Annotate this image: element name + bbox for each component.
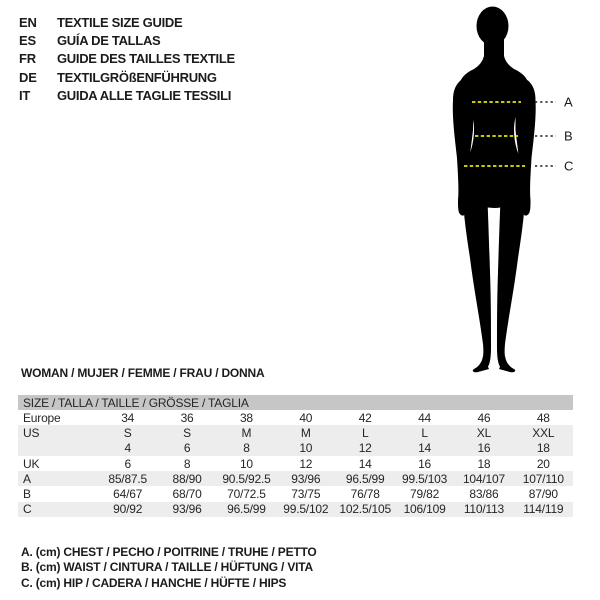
row-label: A (23, 471, 31, 486)
lang-row-es (19, 31, 235, 49)
table-cell: L (421, 425, 428, 440)
lang-row-en (19, 13, 235, 31)
row-label: B (23, 487, 31, 502)
table-cell: XL (476, 425, 492, 440)
table-cell: 36 (180, 410, 194, 425)
marker-label-a: A (564, 94, 573, 110)
table-row-us-numbers (18, 441, 573, 456)
lang-code: DE (19, 69, 37, 85)
table-cell: M (241, 425, 252, 440)
table-cell: 96.5/99 (345, 471, 385, 486)
legend-hip: C. (cm) HIP / CADERA / HANCHE / HÜFTE / HIPS (21, 575, 287, 590)
table-cell: 76/78 (350, 487, 380, 502)
table-cell: 8 (183, 456, 191, 471)
row-label: UK (23, 456, 40, 471)
table-cell: 102.5/105 (339, 502, 391, 517)
table-cell: 64/67 (113, 487, 143, 502)
table-cell: 48 (536, 410, 550, 425)
table-cell: 110/113 (463, 502, 505, 517)
table-cell: S (183, 425, 191, 440)
table-cell: 68/70 (172, 487, 202, 502)
table-cell: 83/86 (469, 487, 499, 502)
table-cell: 87/90 (528, 487, 558, 502)
size-table-header: SIZE / TALLA / TAILLE / GRÖSSE / TAGLIA (18, 395, 573, 410)
lang-row-fr (19, 50, 235, 68)
table-cell: 6 (124, 456, 131, 471)
table-cell: XXL (532, 425, 555, 440)
table-cell: 46 (477, 410, 491, 425)
table-row-us-letters (18, 425, 573, 440)
table-cell: 107/110 (522, 471, 564, 486)
guide-title: TEXTILGRÖßENFÜHRUNG (57, 69, 217, 85)
table-row-chest (18, 471, 573, 486)
guide-title: GUÍA DE TALLAS (57, 32, 161, 48)
size-table (18, 395, 573, 517)
table-cell: 85/87.5 (108, 471, 147, 486)
table-cell: 16 (418, 456, 432, 471)
table-cell: 12 (299, 456, 313, 471)
table-row-uk (18, 456, 573, 471)
guide-title: TEXTILE SIZE GUIDE (57, 14, 183, 30)
table-cell: 34 (121, 410, 135, 425)
table-cell: M (300, 425, 311, 440)
table-cell: 70/72.5 (227, 487, 266, 502)
table-cell: 18 (477, 456, 491, 471)
lang-row-de (19, 68, 235, 86)
section-title: WOMAN / MUJER / FEMME / FRAU / DONNA (21, 366, 265, 380)
table-cell: 99.5/103 (402, 471, 448, 486)
table-cell: S (123, 425, 132, 440)
table-cell: 99.5/102 (283, 502, 329, 517)
table-cell: 93/96 (291, 471, 321, 486)
legend-chest: A. (cm) CHEST / PECHO / POITRINE / TRUHE / PETTO (21, 545, 317, 559)
table-cell: 114/119 (523, 502, 564, 517)
table-cell: 44 (418, 410, 432, 425)
guide-title: GUIDA ALLE TAGLIE TESSILI (57, 87, 232, 103)
table-cell: 6 (183, 441, 191, 456)
table-row-waist (18, 486, 573, 501)
table-cell: 12 (358, 441, 372, 456)
table-cell: 79/82 (410, 487, 440, 502)
table-cell: 93/96 (172, 502, 202, 517)
table-cell: 4 (124, 441, 131, 456)
lang-row-it (19, 86, 235, 104)
table-cell: 14 (358, 456, 372, 471)
lang-code: EN (19, 14, 37, 30)
table-cell: 90/92 (113, 502, 143, 517)
table-cell: 20 (536, 456, 550, 471)
table-cell: 16 (477, 441, 491, 456)
table-cell: 104/107 (462, 471, 505, 486)
table-row-europe (18, 410, 573, 425)
table-cell: 40 (299, 410, 313, 425)
row-label: C (23, 502, 32, 517)
table-cell: 38 (239, 410, 253, 425)
table-cell: 73/75 (291, 487, 321, 502)
body-measurement-figure (430, 0, 600, 380)
table-cell: 88/90 (172, 471, 202, 486)
lang-code: ES (19, 32, 36, 48)
table-cell: 18 (536, 441, 550, 456)
table-cell: 90.5/92.5 (222, 471, 271, 486)
table-row-hip (18, 502, 573, 517)
marker-label-b: B (564, 128, 573, 144)
woman-silhouette-icon (430, 0, 600, 380)
table-cell: 14 (418, 441, 432, 456)
language-title-block (19, 13, 235, 104)
row-label: Europe (23, 410, 61, 425)
table-cell: 8 (243, 441, 250, 456)
lang-code: IT (19, 87, 31, 103)
measurement-legend (21, 545, 317, 591)
marker-label-c: C (564, 158, 574, 174)
lang-code: FR (19, 51, 36, 67)
guide-title: GUIDE DES TAILLES TEXTILE (57, 51, 235, 67)
table-cell: 10 (239, 456, 253, 471)
table-cell: 42 (358, 410, 372, 425)
table-cell: 96.5/99 (227, 502, 266, 517)
legend-waist: B. (cm) WAIST / CINTURA / TAILLE / HÜFTUNG / VITA (21, 560, 313, 575)
table-cell: 106/109 (403, 502, 446, 517)
row-label: US (23, 425, 40, 440)
table-cell: L (361, 425, 369, 440)
table-cell: 10 (299, 441, 313, 456)
